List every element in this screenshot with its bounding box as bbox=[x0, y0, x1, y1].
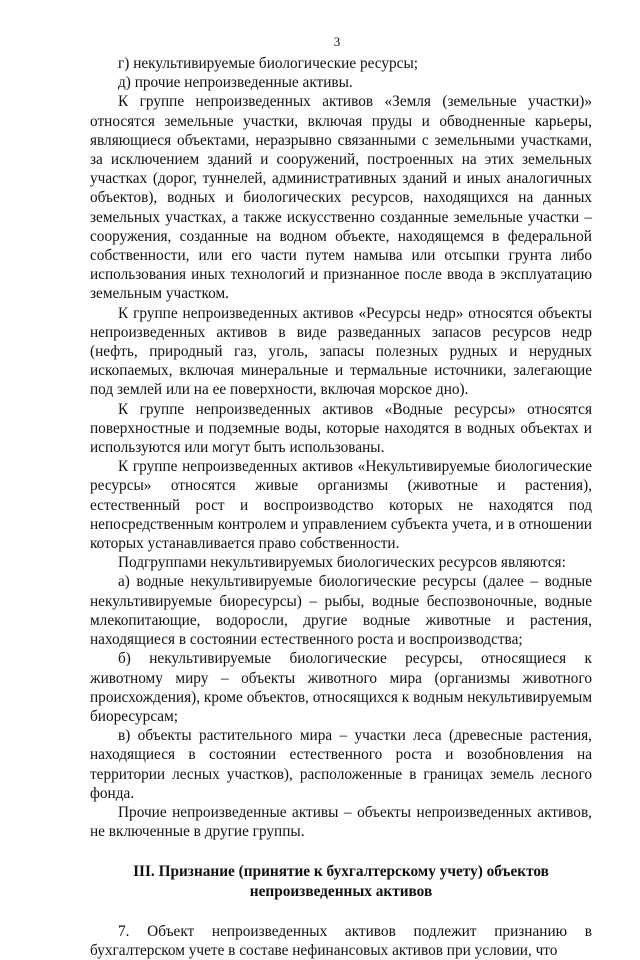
list-item-a: а) водные некультивируемые биологические ресурсы (далее – водные некультивируемые биоресурсы) – рыбы, водные беспозвоночные, водные млекопитающие, водоросли, другие водные животные и растения, находящиеся в состоянии естественного роста и воспроизводства; bbox=[90, 573, 592, 649]
list-item-v: в) объекты растительного мира – участки леса (древесные растения, находящиеся в состоянии естественного роста и возобновления на территории лесных участков), расположенные в границах земель лесного фонда. bbox=[90, 727, 592, 802]
paragraph-subsoil: К группе непроизведенных активов «Ресурсы недр» относятся объекты непроизведенных активов в виде разведанных запасов ресурсов недр (нефть, природный газ, уголь, запасы полезных рудных и нерудных ископаемых, включая минеральные и термальные источники, залегающие под землей или на ее поверхности, включая морское дно). bbox=[90, 304, 592, 399]
document-page bbox=[90, 34, 592, 960]
list-item-b: б) некультивируемые биологические ресурсы, относящиеся к животному миру – объекты животного мира (организмы животного происхождения), кроме объектов, относящихся к водным некультивируемым биоресурсам; bbox=[90, 650, 592, 725]
paragraph-item-7: 7. Объект непроизведенных активов подлежит признанию в бухгалтерском учете в составе нефинансовых активов при условии, что bbox=[90, 922, 592, 959]
paragraph-land: К группе непроизведенных активов «Земля (земельные участки)» относятся земельные участки, включая пруды и обводненные карьеры, являющиеся объектами, неразрывно связанными с земельными участками, за исключением зданий и сооружений, построенных на этих земельных участках (дорог, туннелей, административных зданий и иных аналогичных объектов), водных и биологических ресурсов, находящихся на данных земельных участках, а также искусственно созданные земельные участки – сооружения, созданные на водном объекте, находящемся в федеральной собственности, или его части путем намыва или отсыпки грунта либо использования иных технологий и признанное после ввода в эксплуатацию земельным участком. bbox=[90, 93, 592, 303]
list-item-d: д) прочие непроизведенные активы. bbox=[118, 74, 353, 92]
list-item-g: г) некультивируемые биологические ресурсы; bbox=[118, 55, 418, 72]
section-heading bbox=[90, 862, 592, 900]
paragraph-subgroups: Подгруппами некультивируемых биологических ресурсов являются: bbox=[118, 554, 566, 572]
section-heading-line-1: III. Признание (принятие к бухгалтерскому учету) объектов bbox=[133, 863, 549, 881]
paragraph-water: К группе непроизведенных активов «Водные ресурсы» относятся поверхностные и подземные воды, которые находятся в водных объектах и используются или могут быть использованы. bbox=[90, 400, 592, 457]
paragraph-bio-resources: К группе непроизведенных активов «Некультивируемые биологические ресурсы» относятся живые организмы (животные и растения), естественный рост и воспроизводство которых не находятся под непосредственным контролем и управлением субъекта учета, и в отношении которых устанавливается право собственности. bbox=[90, 458, 592, 553]
page-number: 3 bbox=[333, 34, 341, 49]
section-heading-line-2: непроизведенных активов bbox=[249, 882, 433, 900]
paragraph-other-assets: Прочие непроизведенные активы – объекты непроизведенных активов, не включенные в другие группы. bbox=[90, 803, 592, 841]
